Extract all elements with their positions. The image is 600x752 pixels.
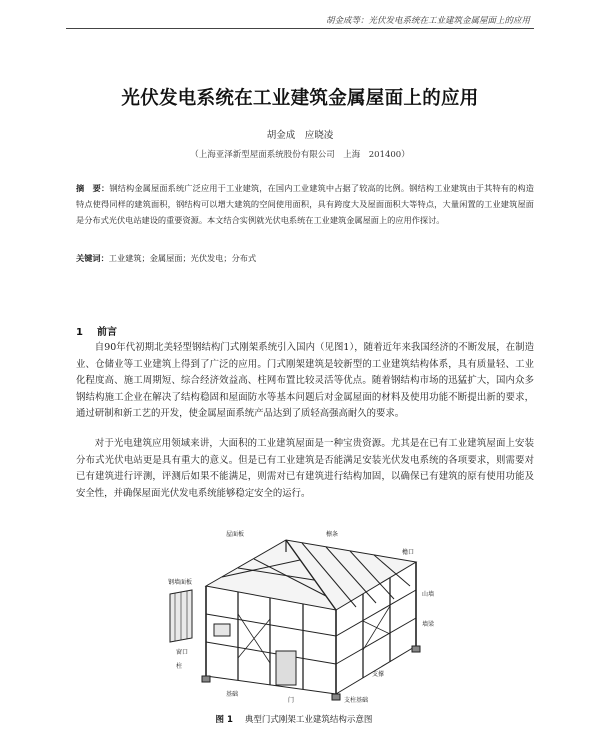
body-paragraph-2: 对于光电建筑应用领域来讲，大面积的工业建筑屋面是一种宝贵资源。尤其是在已有工业建筑屋面上安装分布式光伏电站更是具有重大的意义。但是已有工业建筑是否能满足安装光伏发电系统的各项要求，则需要对已有建筑进行评测，评测后如果不能满足，则需对已有建筑进行结构加固，以确保已有建筑的原有使用功能及安全性，并确保屋面光伏发电系统能够稳定安全的运行。: [76, 438, 534, 499]
figure-number: 图 1: [215, 715, 233, 725]
label-purlin: 檩条: [326, 531, 339, 538]
authors: 胡金成 应晓凌: [266, 130, 334, 141]
section-number: 1: [76, 327, 83, 338]
figure-portal-frame: [166, 526, 456, 704]
label-eave: 檐口: [402, 549, 415, 556]
window-shape: [214, 624, 230, 636]
label-wall-panel: 钢墙面板: [168, 579, 193, 586]
keywords-label: 关键词：: [76, 253, 109, 263]
section-heading: [76, 323, 131, 338]
keywords: [76, 253, 534, 264]
abstract-text: 钢结构金属屋面系统广泛应用于工业建筑，在国内工业建筑中占据了较高的比例。钢结构工业建筑由于其特有的构造特点使得同样的建筑面积，钢结构可以增大建筑的空间使用面积，具有跨度大及屋面面积大等特点，大量闲置的工业建筑屋面是分布式光伏电站建设的重要资源。本文结合实例就光伏电系统在工业建筑金属屋面上的应用作探讨。: [76, 183, 534, 225]
header-rule: [66, 28, 534, 29]
label-base: 基础: [226, 691, 239, 698]
paper-title: 光伏发电系统在工业建筑金属屋面上的应用: [121, 88, 479, 109]
label-column: 柱: [176, 663, 183, 670]
label-gable: 山墙: [422, 591, 435, 598]
portal-frame-drawing: [166, 526, 456, 704]
abstract: [76, 180, 534, 228]
figure-caption-text: 典型门式刚架工业建筑结构示意图: [244, 715, 373, 725]
label-door: 门: [288, 697, 295, 704]
door-shape: [276, 651, 296, 685]
figure-caption: [0, 713, 600, 725]
label-bracing: 支撑: [372, 671, 385, 678]
label-roof-panel: 屋面板: [226, 531, 245, 538]
running-header: 胡金成等：光伏发电系统在工业建筑金属屋面上的应用: [325, 16, 530, 26]
abstract-label: 摘 要：: [76, 183, 110, 193]
label-foundation: 支柱基础: [344, 697, 369, 704]
section-title: 前言: [96, 327, 117, 338]
label-window: 窗口: [176, 649, 189, 656]
label-girt: 墙梁: [422, 621, 435, 628]
body-paragraph-1: 自90年代初期北美轻型钢结构门式刚架系统引入国内（见图1），随着近年来我国经济的不断发展，在制造业、仓储业等工业建筑上得到了广泛的应用。门式刚架建筑是较新型的工业建筑结构体系，具有质量轻、工业化程度高、施工周期短、综合经济效益高、柱网布置比较灵活等优点。随着钢结构市场的迅猛扩大，国内众多钢结构施工企业在解决了结构稳固和屋面防水等基本问题后对金属屋面的材料及使用功能不断提出新的要求，通过研制和新工艺的开发，使金属屋面系统产品达到了质轻高强高耐久的要求。: [76, 342, 534, 420]
keywords-text: 工业建筑；金属屋面；光伏发电；分布式: [108, 253, 257, 263]
affiliation: （上海亚泽新型屋面系统股份有限公司 上海 201400）: [190, 150, 410, 160]
